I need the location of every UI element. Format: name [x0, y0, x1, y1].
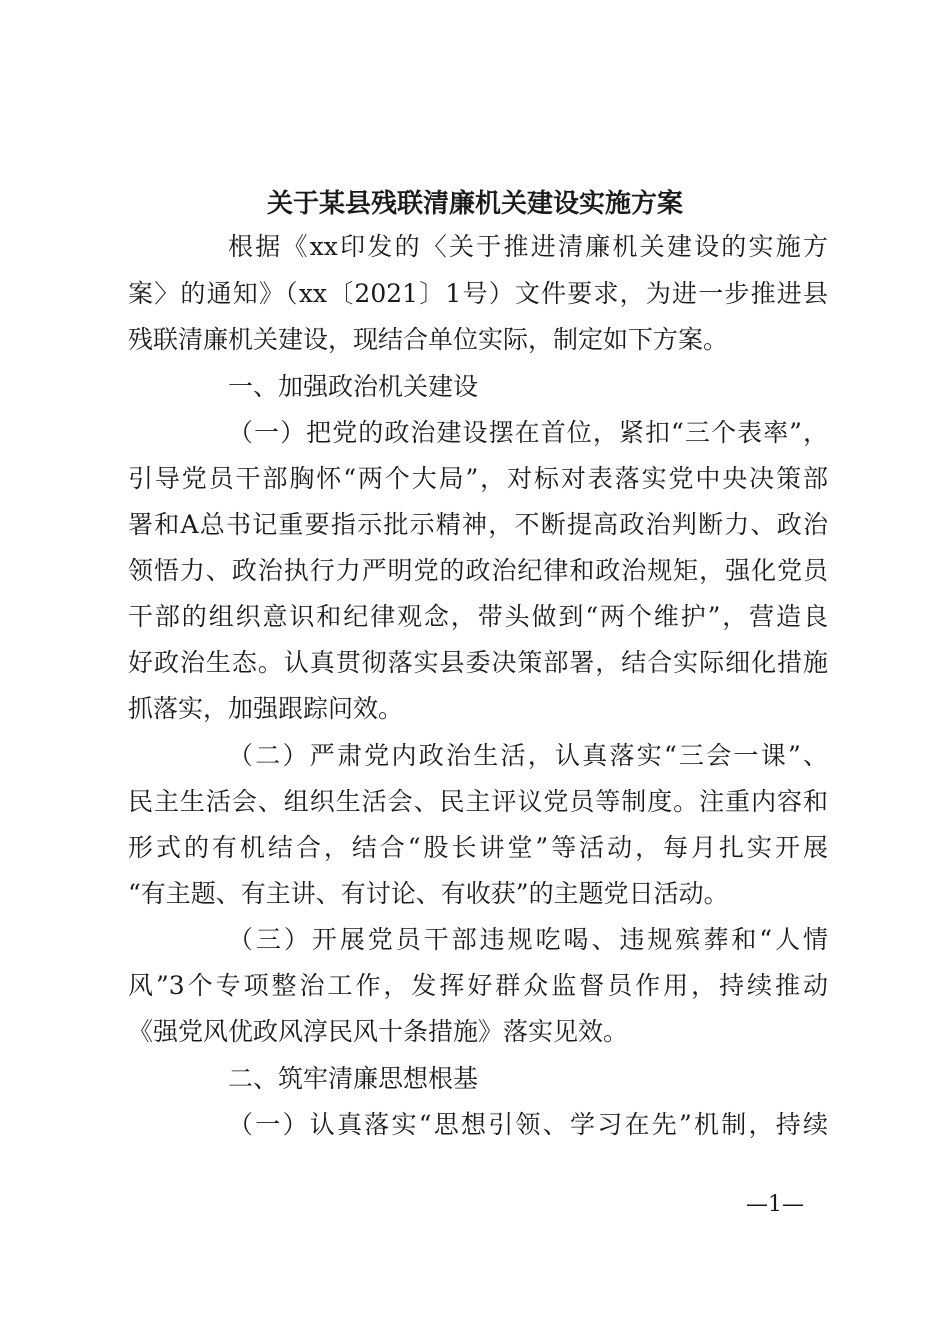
- paragraph-line: “有主题、有主讲、有讨论、有收获”的主题党日活动。: [128, 879, 729, 908]
- paragraph-line: 《强党风优政风淳民风十条措施》落实见效。: [128, 1017, 629, 1046]
- intro-line: 残联清廉机关建设，现结合单位实际，制定如下方案。: [128, 325, 729, 354]
- document-title: 关于某县残联清廉机关建设实施方案: [266, 189, 683, 219]
- paragraph-line: （二）严肃党内政治生活，认真落实“三会一课”、: [228, 741, 828, 770]
- paragraph-line: （三）开展党员干部违规吃喝、违规殡葬和“人情: [228, 925, 828, 954]
- paragraph-line: 风”3个专项整治工作，发挥好群众监督员作用，持续推动: [128, 971, 828, 1000]
- paragraph-line: 民主生活会、组织生活会、民主评议党员等制度。注重内容和: [128, 787, 828, 816]
- intro-line: 案〉的通知》（xx〔2021〕1号）文件要求，为进一步推进县: [128, 279, 828, 308]
- paragraph-line: 抓落实，加强跟踪问效。: [128, 694, 404, 723]
- section-heading: 一、加强政治机关建设: [228, 372, 479, 401]
- paragraph-line: 领悟力、政治执行力严明党的政治纪律和政治规矩，强化党员: [128, 556, 828, 585]
- paragraph-line: （一）把党的政治建设摆在首位，紧扣“三个表率”，: [228, 418, 828, 447]
- paragraph-line: 干部的组织意识和纪律观念，带头做到“两个维护”，营造良: [128, 602, 828, 631]
- paragraph-line: （一）认真落实“思想引领、学习在先”机制，持续: [228, 1110, 828, 1139]
- paragraph-line: 署和A总书记重要指示批示精神，不断提高政治判断力、政治: [128, 510, 828, 539]
- paragraph-line: 形式的有机结合，结合“股长讲堂”等活动，每月扎实开展: [128, 833, 828, 862]
- paragraph-line: 好政治生态。认真贯彻落实县委决策部署，结合实际细化措施: [128, 648, 828, 677]
- paragraph-line: 引导党员干部胸怀“两个大局”，对标对表落实党中央决策部: [128, 464, 828, 493]
- section-heading: 二、筑牢清廉思想根基: [228, 1064, 479, 1093]
- intro-line: 根据《xx印发的〈关于推进清廉机关建设的实施方: [228, 232, 828, 261]
- page-number: —1—: [746, 1192, 804, 1217]
